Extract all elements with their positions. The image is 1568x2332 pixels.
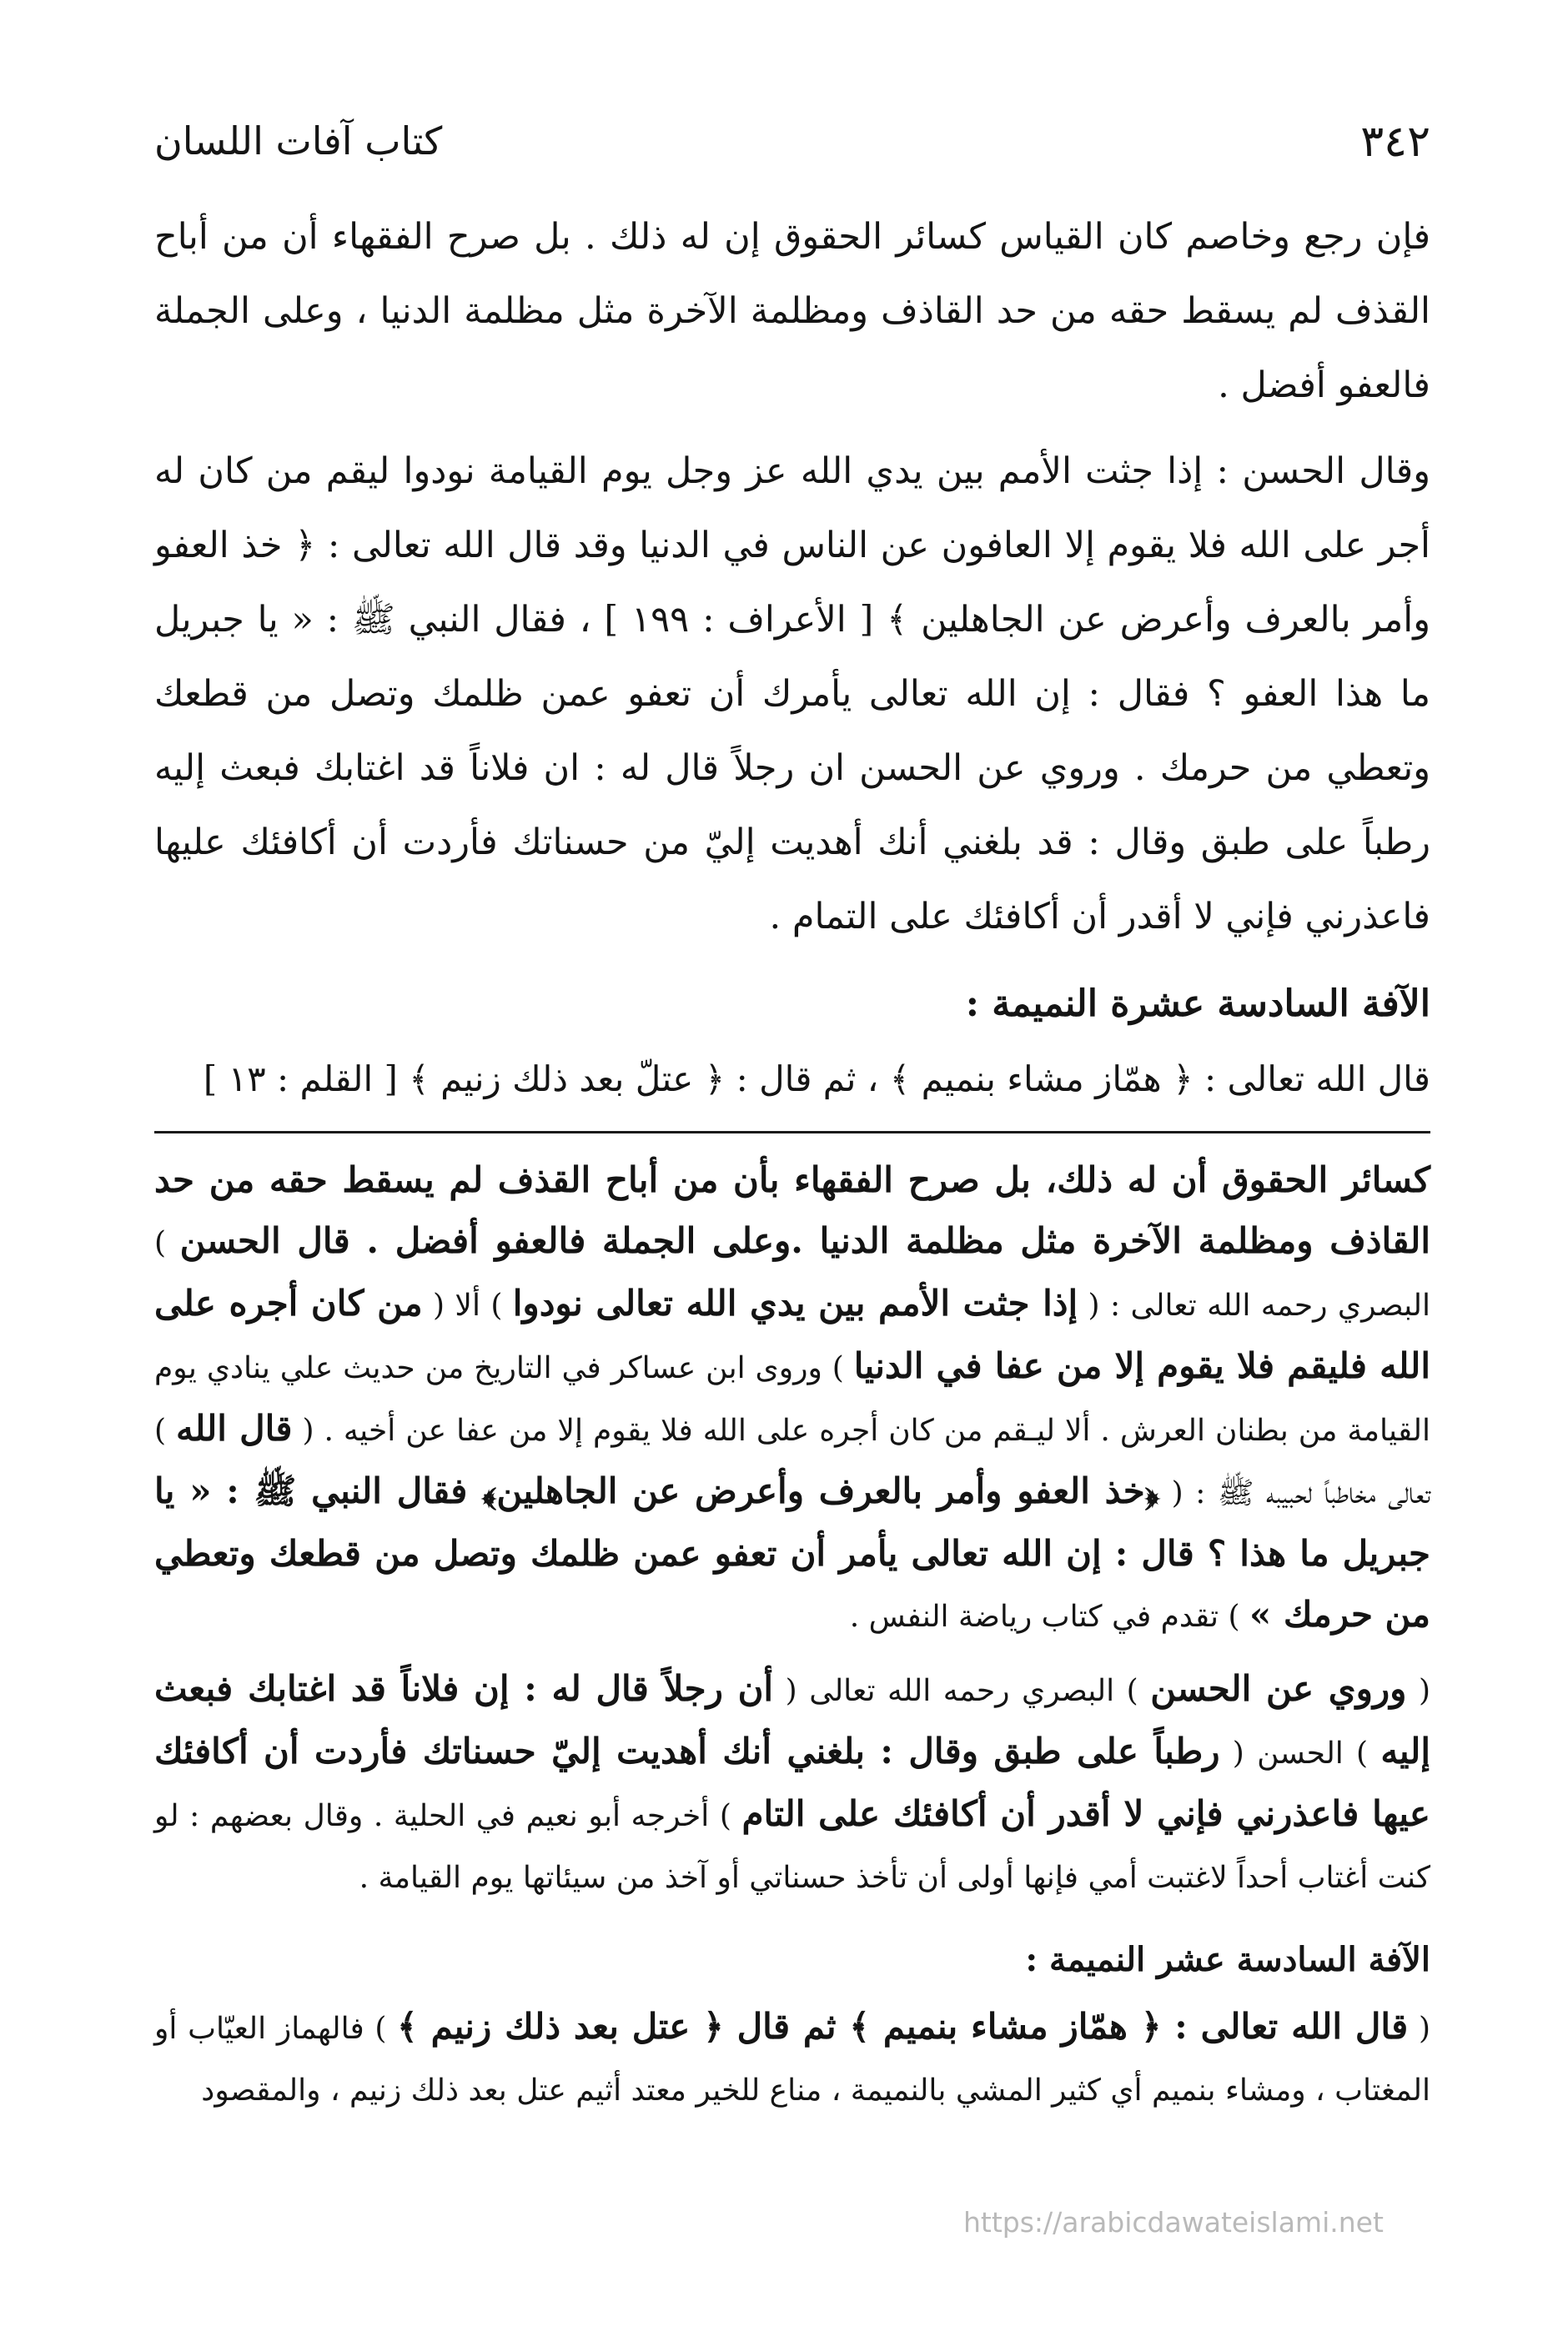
commentary-paragraph-1 [154, 1150, 1430, 1647]
commentary-quoted-text: إذا جثت الأمم بين يدي الله تعالى نودوا [512, 1283, 1078, 1324]
commentary-quoted-text: قال الله [176, 1408, 293, 1449]
commentary-paragraph-3 [154, 1997, 1430, 2121]
commentary-quoted-text: رطباً على طبق وقال : بلغني أنك أهديت إليّ حسناتك فأردت أن أكافئك عيها فاعذرني فإني لا أقدر أن أكافئك على التام [154, 1731, 1430, 1834]
book-page [154, 108, 1430, 2277]
book-title: كتاب آفات اللسان [154, 118, 443, 163]
commentary-text: ) تعالى مخاطباً لحبيبه ﷺ : ( [154, 1414, 1431, 1510]
commentary-text: ( [1406, 1674, 1431, 1708]
main-paragraph-2: وقال الحسن : إذا جثت الأمم بين يدي الله عز وجل يوم القيامة نودوا ليقم من كان له أجر على الله فلا يقوم إلا العافون عن الناس في الدنيا وقد قال الله تعالى : ﴿ خذ العفو وأمر بالعرف وأعرض عن الجاهلين ﴾ [ الأعراف : ١٩٩ ] ، فقال النبي ﷺ : « يا جبريل ما هذا العفو ؟ فقال : إن الله تعالى يأمرك أن تعفو عمن ظلمك وتصل من قطعك وتعطي من حرمك . وروي عن الحسن ان رجلاً قال له : ان فلاناً قد اغتابك فبعث إليه رطباً على طبق وقال : قد بلغني أنك أهديت إليّ من حسناتك فأردت أن أكافئك عليها فاعذرني فإني لا أقدر أن أكافئك على التمام . [154, 450, 1431, 937]
commentary-text: ) تقدم في كتاب رياضة النفس . [849, 1600, 1249, 1634]
commentary-text: ) ألا ( [422, 1289, 513, 1323]
page-header [154, 108, 1430, 200]
commentary-text: ) أخرجه أبو نعيم في الحلية . وقال بعضهم : لو كنت أغتاب أحداً لاغتبت أمي فإنها أولى أن تأخذ حسناتي أو آخذ من سيئاتها يوم القيامة . [154, 1799, 1430, 1895]
commentary-quoted-text: ﴿خذ العفو وأمر بالعرف وأعرض عن الجاهلين﴾ فقال النبي ﷺ : « يا جبريل ما هذا ؟ قال : إن الله تعالى يأمر أن تعفو عمن ظلمك وتصل من قطعك وتعطي من حرمك » [154, 1470, 1430, 1635]
page-number: ٣٤٢ [1360, 117, 1430, 167]
commentary-section-heading: الآفة السادسة عشر النميمة : [1025, 1940, 1430, 1979]
commentary-text: ) الحسن ( [1219, 1736, 1381, 1771]
commentary-quoted-text: قال الله تعالى : ﴿ همّاز مشاء بنميم ﴾ ثم قال ﴿ عتل بعد ذلك زنيم ﴾ [397, 2006, 1409, 2047]
commentary-text: ) وروى ابن عساكر في التاريخ من حديث علي ينادي يوم القيامة من بطنان العرش . ألا ليـقم من كان أجره على الله فلا يقوم إلا من عفا عن أخيه . ( [154, 1351, 1430, 1448]
commentary-text: ) فالهماز العيّاب أو المغتاب ، ومشاء بنميم أي كثير المشي بالنميمة ، مناع للخير معتد أثيم عتل بعد ذلك زنيم ، والمقصود [154, 2012, 1430, 2108]
commentary-text: ) البصري رحمه الله تعالى ( [773, 1674, 1151, 1708]
commentary-text: ) البصري رحمه الله تعالى : ( [154, 1226, 1430, 1323]
commentary-quoted-text: وروي عن الحسن [1150, 1668, 1407, 1709]
main-paragraph-1: فإن رجع وخاصم كان القياس كسائر الحقوق إن له ذلك . بل صرح الفقهاء أن من أباح القذف لم يسقط حقه من حد القاذف ومظلمة الآخرة مثل مظلمة الدنيا ، وعلى الجملة فالعفو أفضل . [154, 216, 1430, 406]
section-heading: الآفة السادسة عشرة النميمة : [965, 983, 1430, 1025]
watermark-url: https://arabicdawateislami.net [963, 2206, 1384, 2239]
commentary-quoted-text: أن رجلاً قال له : إن فلاناً قد اغتابك فبعث إليه [154, 1668, 1430, 1772]
commentary-paragraph-2 [154, 1659, 1430, 1908]
commentary-text: ( [1408, 2012, 1430, 2046]
commentary-quoted-text: كسائر الحقوق أن له ذلك، بل صرح الفقهاء بأن من أباح القذف لم يسقط حقه من حد القاذف ومظلمة الآخرة مثل مظلمة الدنيا .وعلى الجملة فالعفو أفضل . قال الحسن [154, 1159, 1430, 1261]
quran-quote-line: قال الله تعالى : ﴿ همّاز مشاء بنميم ﴾ ، ثم قال : ﴿ عتلّ بعد ذلك زنيم ﴾ [ القلم : ١٣ ] [203, 1058, 1430, 1099]
commentary-quoted-text: من كان أجره على الله فليقم فلا يقوم إلا من عفا في الدنيا [154, 1283, 1430, 1386]
commentary-divider [154, 1131, 1430, 1133]
